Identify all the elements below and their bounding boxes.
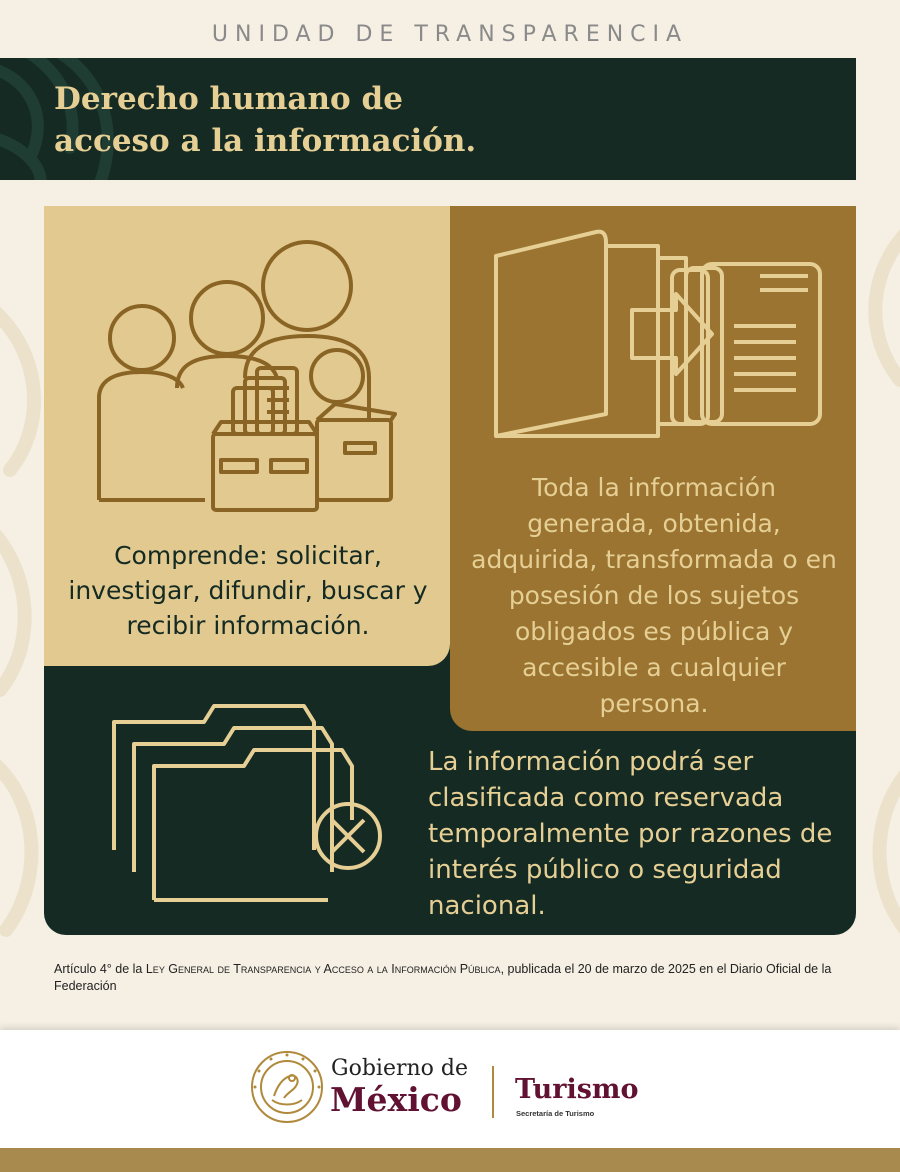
card-text-scope: Comprende: solicitar, investigar, difundir, buscar y recibir información. (68, 541, 428, 640)
people-with-boxes-icon (95, 238, 405, 518)
footnote-prefix: Artículo 4° de la (54, 962, 146, 976)
legal-footnote (54, 961, 854, 995)
folders-blocked-icon (108, 700, 388, 910)
title-banner (0, 58, 856, 180)
page-title: Derecho humano de acceso a la información. (54, 81, 477, 159)
card-text-reserved: La información podrá ser clasificada como reservada temporalmente por razones de interés público o seguridad nacional. (428, 747, 833, 921)
tourism-secretariat: Secretaría de Turismo (516, 1109, 595, 1118)
footnote-law-name: Ley General de Transparencia y Acceso a la Información Pública (145, 962, 501, 976)
card-text-public: Toda la información generada, obtenida, adquirida, transformada o en posesión de los sujetos obligados es pública y accesible a cualquier persona. (471, 473, 837, 718)
tourism-label: Turismo (515, 1074, 639, 1105)
unit-title: UNIDAD DE TRANSPARENCIA (211, 22, 689, 47)
government-label: Gobierno de (331, 1056, 468, 1081)
bottom-stripe (0, 1148, 900, 1172)
national-seal-icon (250, 1050, 324, 1124)
footer (0, 1030, 900, 1148)
document-transfer-icon (490, 228, 830, 443)
logo-divider (492, 1066, 494, 1118)
footnote-suffix: , publicada el 20 de marzo de 2025 en el Diario Oficial de la Federación (54, 962, 832, 993)
mexico-label: México (330, 1080, 462, 1119)
